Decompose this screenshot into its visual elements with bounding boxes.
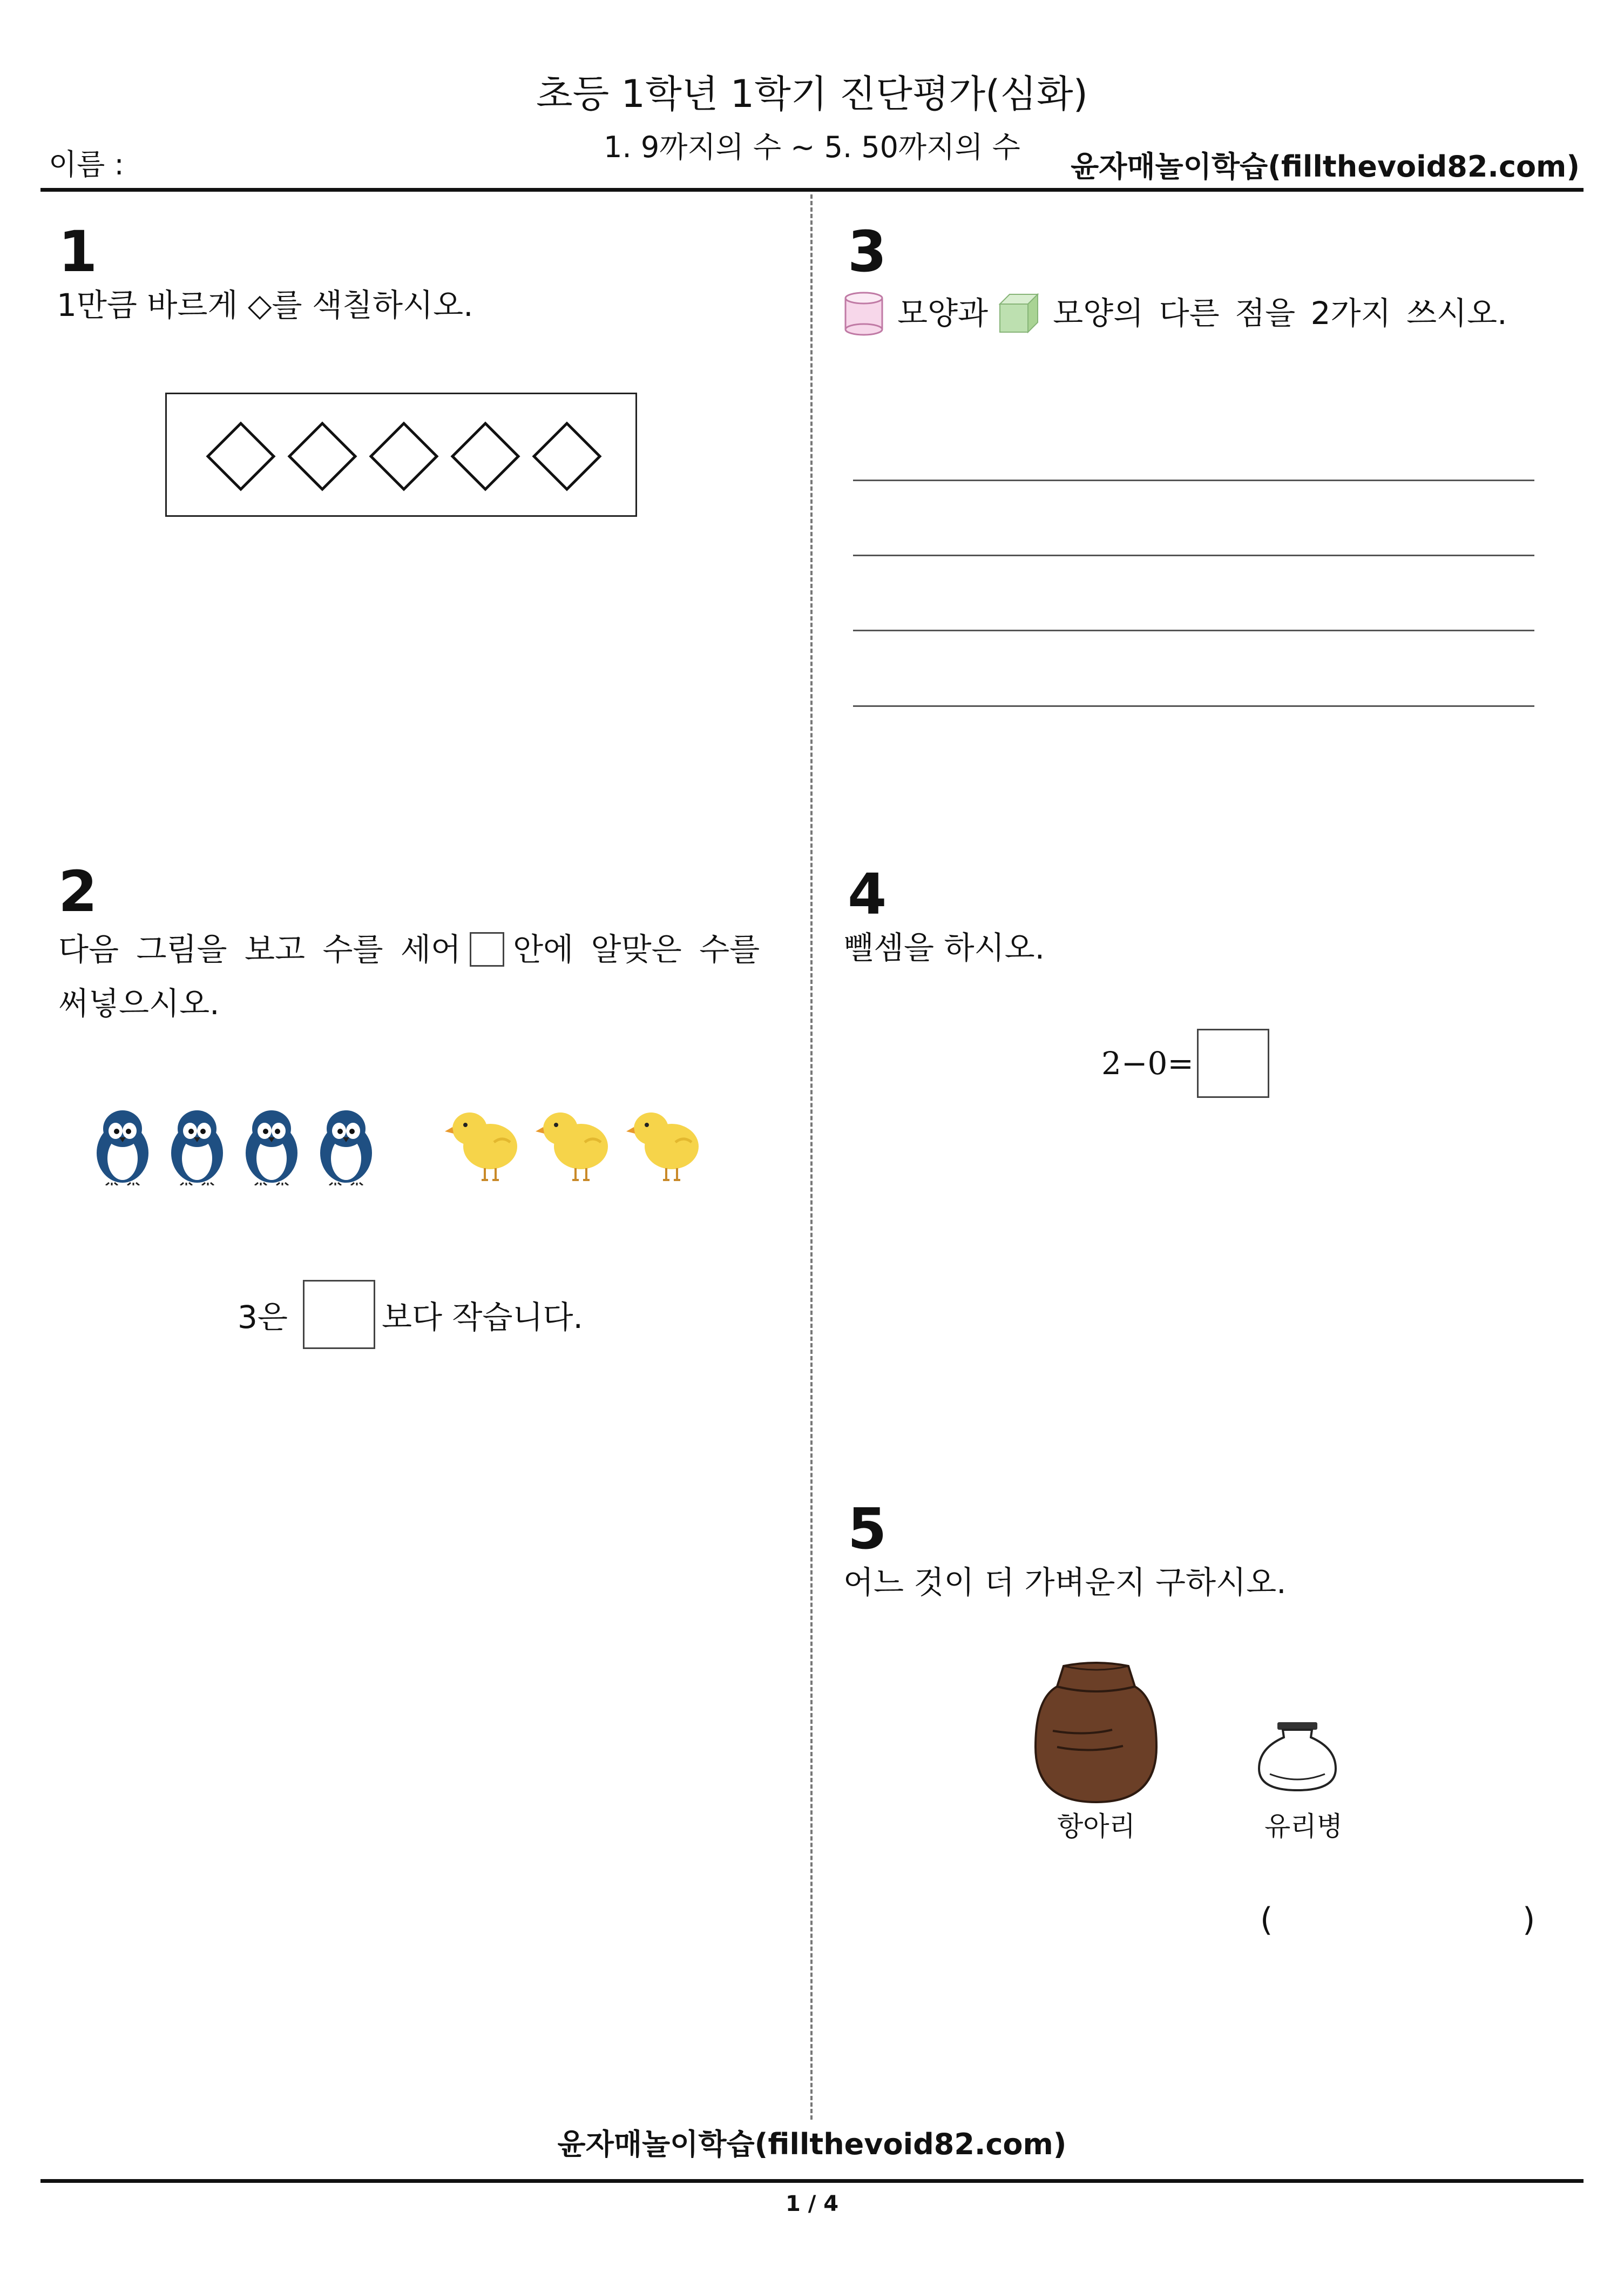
- q3-prompt: [843, 286, 1507, 340]
- q3-answer-line-3[interactable]: [853, 630, 1534, 631]
- penguin-icon: [242, 1107, 301, 1185]
- q2-answer-row: [238, 1280, 583, 1349]
- q3-answer-line-2[interactable]: [853, 555, 1534, 556]
- answer-paren-close: ): [1522, 1901, 1535, 1939]
- brand-header: 윤자매놀이학습(fillthevoid82.com): [1071, 150, 1580, 184]
- jar-icon: [1031, 1661, 1161, 1804]
- q4-answer-box[interactable]: [1197, 1029, 1269, 1098]
- cube-shape-icon: [998, 292, 1040, 334]
- cylinder-shape-icon: [843, 291, 884, 336]
- brand-footer: 윤자매놀이학습(fillthevoid82.com): [557, 2127, 1067, 2161]
- diamond-shape-5[interactable]: [532, 421, 602, 491]
- column-divider: [810, 194, 813, 2120]
- jar-label: 항아리: [1057, 1811, 1135, 1842]
- q2-prompt-part1: 다음 그림을 보고 수를 세어: [58, 931, 462, 968]
- q3-word2: 모양의 다른 점을 2가지 쓰시오.: [1053, 295, 1507, 332]
- page-number: 1 / 4: [785, 2191, 839, 2216]
- q2-prompt-line2: 써넣으시오.: [58, 985, 220, 1022]
- q2-answer-suffix: 보다 작습니다.: [381, 1299, 583, 1336]
- q1-number: 1: [58, 219, 98, 285]
- q3-answer-line-4[interactable]: [853, 705, 1534, 707]
- chick-icon: [443, 1104, 524, 1183]
- q4-equation-row: [1101, 1029, 1269, 1098]
- q2-number: 2: [58, 859, 98, 925]
- diamond-shape-4[interactable]: [450, 421, 520, 491]
- chick-icon: [624, 1104, 705, 1183]
- q2-answer-prefix: 3은: [238, 1299, 288, 1336]
- q4-equation: 2−0=: [1101, 1045, 1194, 1082]
- penguin-icon: [316, 1107, 376, 1185]
- penguin-icon: [167, 1107, 227, 1185]
- q5-prompt: 어느 것이 더 가벼운지 구하시오.: [843, 1564, 1287, 1601]
- answer-paren-open: (: [1260, 1901, 1273, 1939]
- glass-bottle-icon: [1257, 1720, 1338, 1793]
- q1-prompt: 1만큼 바르게 ◇를 색칠하시오.: [57, 287, 473, 323]
- diamond-shape-2[interactable]: [287, 421, 357, 491]
- diamond-shape-1[interactable]: [206, 421, 276, 491]
- header-rule: [40, 188, 1584, 192]
- q4-number: 4: [848, 861, 887, 927]
- glass-bottle-label: 유리병: [1264, 1811, 1343, 1842]
- q4-prompt: 뺄셈을 하시오.: [843, 929, 1045, 966]
- diamond-shape-3[interactable]: [369, 421, 439, 491]
- name-label: 이름 :: [49, 147, 124, 181]
- q1-diamond-box: [165, 393, 637, 517]
- inline-answer-box-icon: [470, 932, 504, 967]
- q3-number: 3: [848, 219, 887, 285]
- page-subtitle: 1. 9까지의 수 ~ 5. 50까지의 수: [604, 130, 1020, 164]
- q2-prompt: [58, 922, 760, 976]
- q5-number: 5: [848, 1496, 887, 1562]
- q2-answer-box[interactable]: [303, 1280, 375, 1349]
- q2-prompt-part2: 안에 알맞은 수를: [513, 931, 760, 968]
- page-title: 초등 1학년 1학기 진단평가(심화): [536, 72, 1088, 116]
- q3-answer-line-1[interactable]: [853, 480, 1534, 481]
- penguin-icon: [93, 1107, 152, 1185]
- q3-word1: 모양과: [897, 295, 989, 332]
- footer-rule: [40, 2179, 1584, 2183]
- chick-icon: [533, 1104, 614, 1183]
